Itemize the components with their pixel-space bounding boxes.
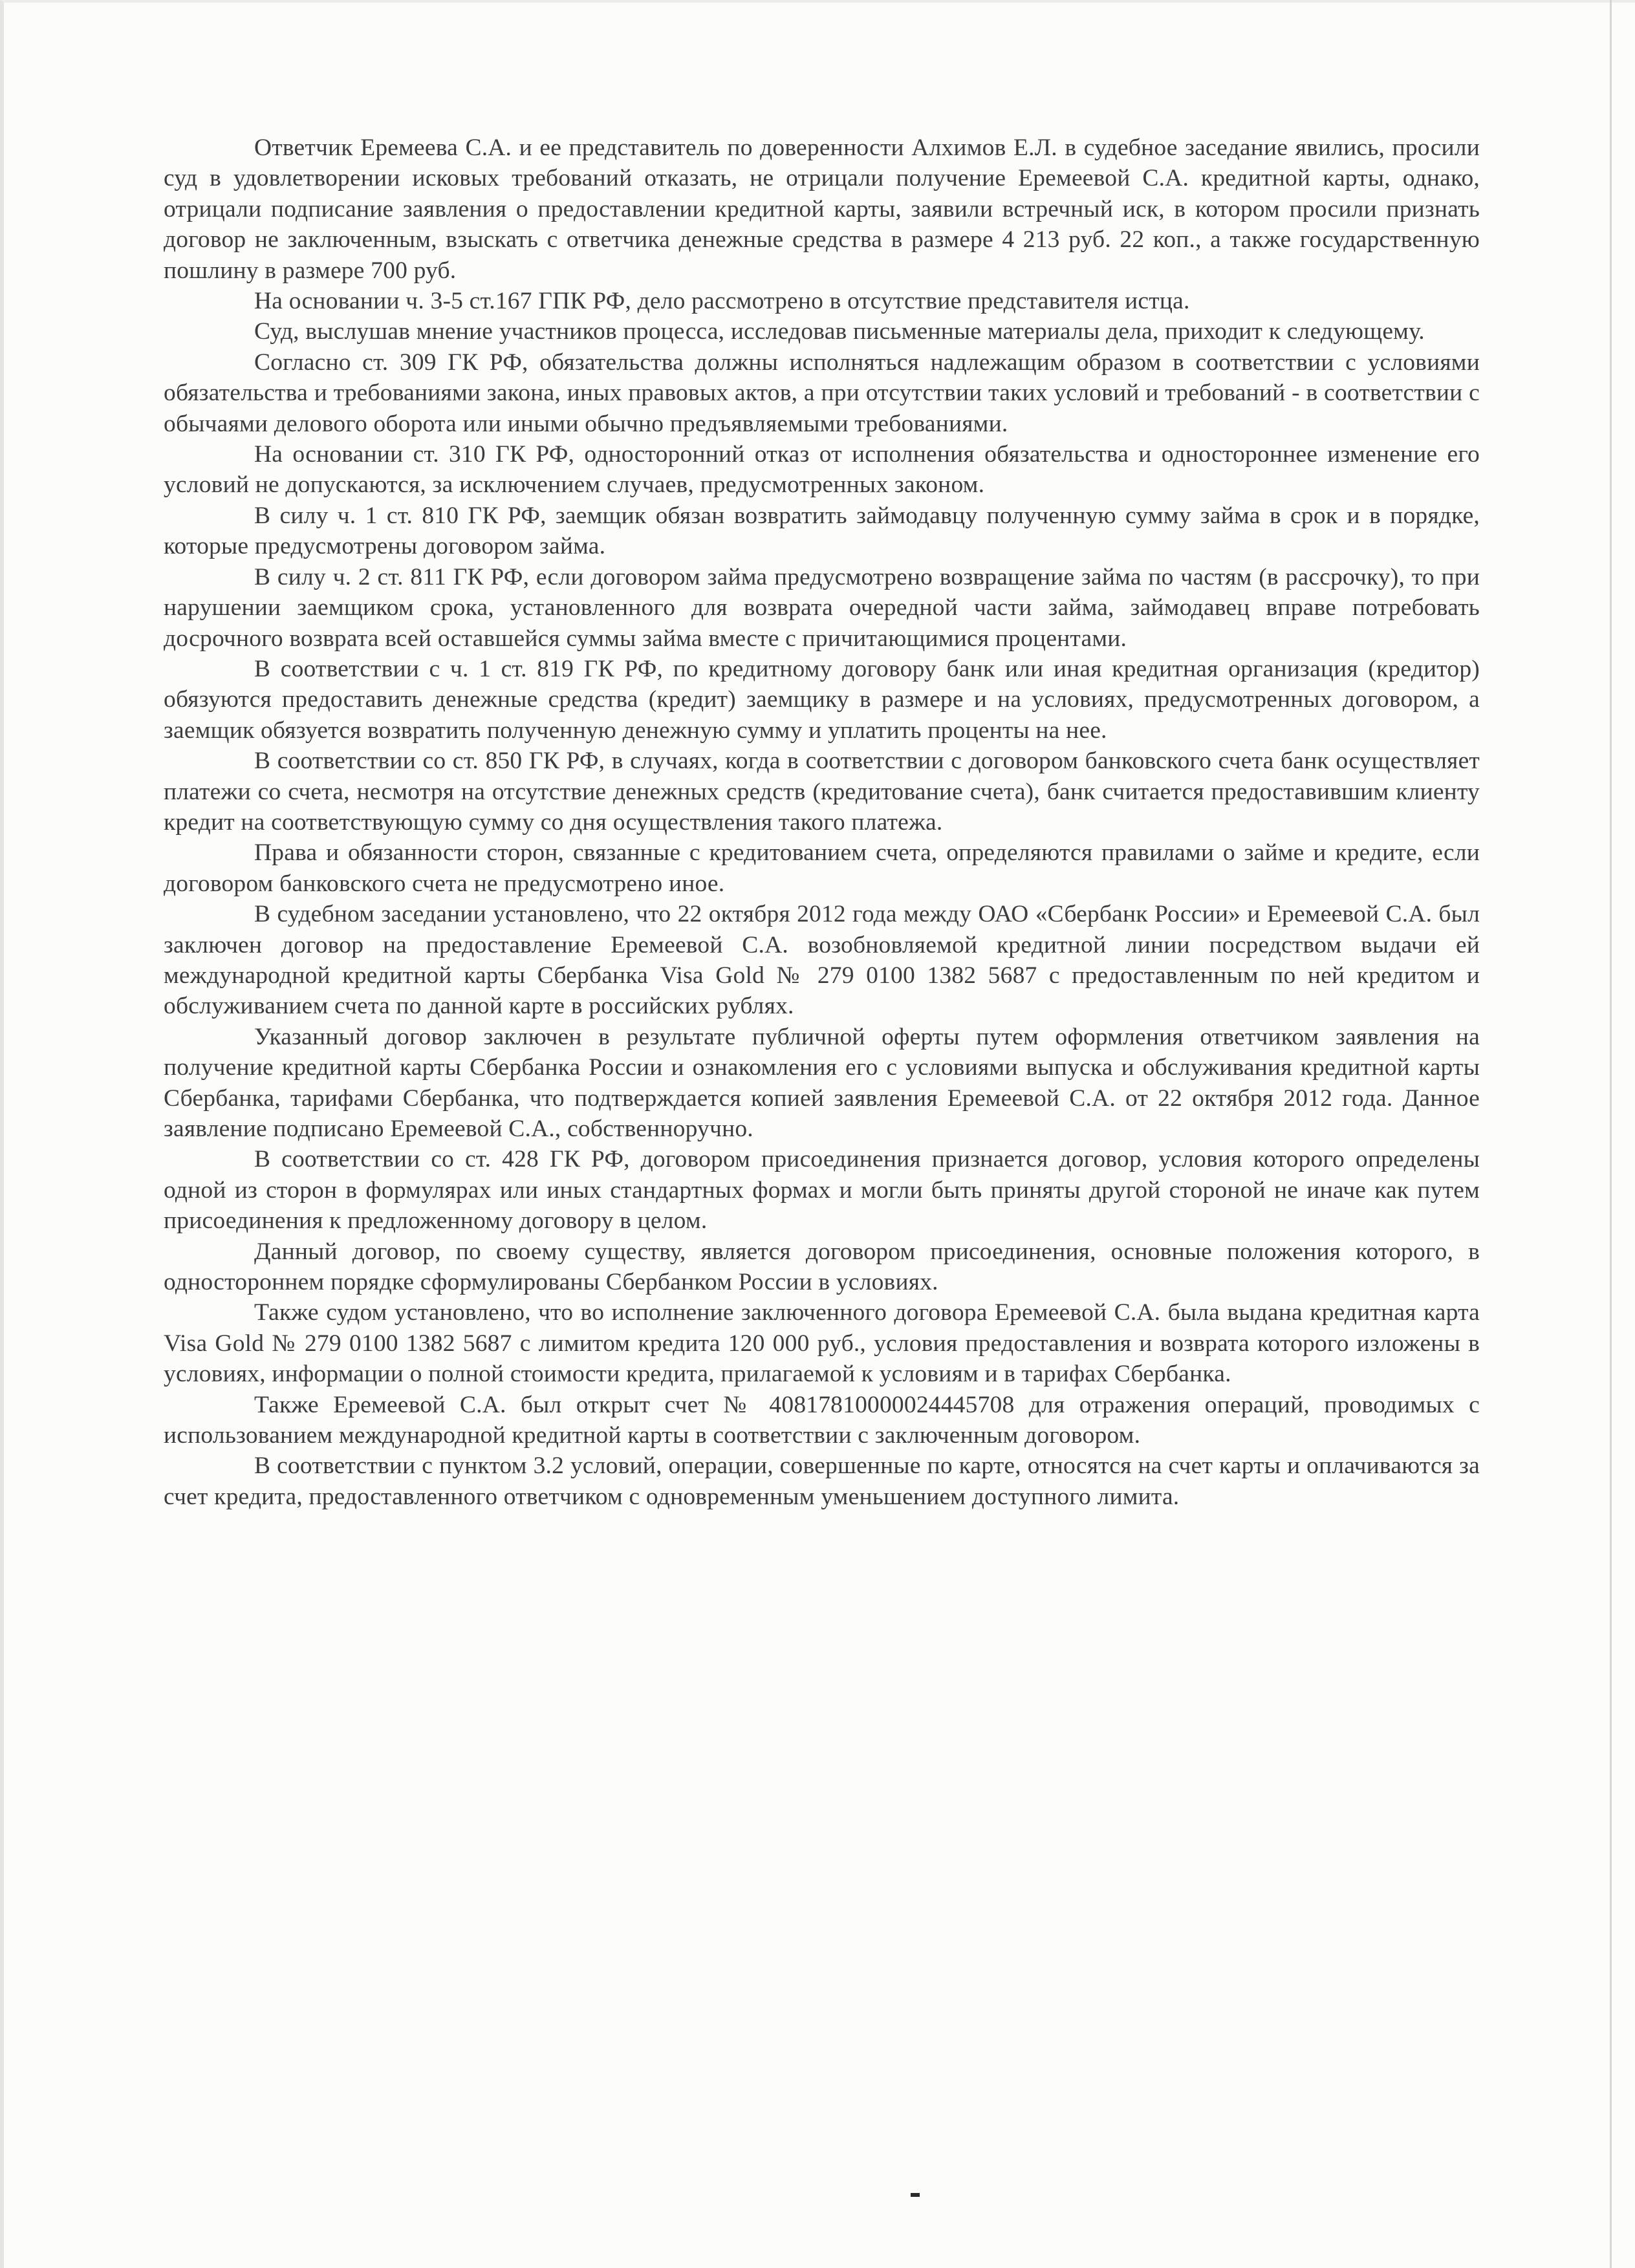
- paragraph-article-428: В соответствии со ст. 428 ГК РФ, договором присоединения признается договор, условия которого определены одной из сторон в формулярах или иных стандартных формах и могли быть приняты другой стороной не иначе как путем присоединения к предложенному договору в целом.: [164, 1146, 1480, 1235]
- paragraph-article-309: Согласно ст. 309 ГК РФ, обязательства должны исполняться надлежащим образом в соответствии с условиями обязательства и требованиями закона, иных правовых актов, а при отсутствии таких условий и требований - в соответствии с обычаями делового оборота или иными обычно предъявляемыми требованиями.: [164, 349, 1480, 437]
- paragraph-clause-3-2: В соответствии с пунктом 3.2 условий, операции, совершенные по карте, относятся на счет карты и оплачиваются за счет кредита, предоставленного ответчиком с одновременным уменьшением доступного лимита.: [164, 1453, 1480, 1510]
- paragraph-article-811: В силу ч. 2 ст. 811 ГК РФ, если договором займа предусмотрено возвращение займа по частям (в рассрочку), то при нарушении заемщиком срока, установленного для возврата очередной части займа, займодавец вправе потребовать досрочного возврата всей оставшейся суммы займа вместе с причитающимися процентами.: [164, 563, 1480, 652]
- paragraph-account-crediting: Права и обязанности сторон, связанные с кредитованием счета, определяются правилами о займе и кредите, если договором банковского счета не предусмотрено иное.: [164, 839, 1480, 897]
- paragraph-public-offer: Указанный договор заключен в результате публичной оферты путем оформления ответчиком заявления на получение кредитной карты Сбербанка России и ознакомления его с условиями выпуска и обслуживания кредитной карты Сбербанка, тарифами Сбербанка, что подтверждается копией заявления Еремеевой С.А. от 22 октября 2012 года. Данное заявление подписано Еремеевой С.А., собственноручно.: [164, 1023, 1480, 1142]
- paragraph-accession-contract: Данный договор, по своему существу, является договором присоединения, основные положения которого, в одностороннем порядке сформулированы Сбербанком России в условиях.: [164, 1238, 1480, 1296]
- paragraph-article-819: В соответствии с ч. 1 ст. 819 ГК РФ, по кредитному договору банк или иная кредитная организация (кредитор) обязуются предоставить денежные средства (кредит) заемщику в размере и на условиях, предусмотренных договором, а заемщик обязуется возвратить полученную денежную сумму и уплатить проценты на нее.: [164, 655, 1480, 744]
- paragraph-court-conclusion: Суд, выслушав мнение участников процесса, исследовав письменные материалы дела, приходит к следующему.: [254, 318, 1425, 345]
- page-number-mark: [911, 2193, 920, 2197]
- paragraph-article-810: В силу ч. 1 ст. 810 ГК РФ, заемщик обязан возвратить займодавцу полученную сумму займа в срок и в порядке, которые предусмотрены договором займа.: [164, 502, 1480, 560]
- paragraph-article-310: На основании ст. 310 ГК РФ, односторонний отказ от исполнения обязательства и одностороннее изменение его условий не допускаются, за исключением случаев, предусмотренных законом.: [164, 441, 1480, 499]
- paragraph-contract-established: В судебном заседании установлено, что 22 октября 2012 года между ОАО «Сбербанк России» и Еремеевой С.А. был заключен договор на предоставление Еремеевой С.А. возобновляемой кредитной линии посредством выдачи ей международной кредитной карты Сбербанка Visa Gold № 279 0100 1382 5687 с предоставленным по ней кредитом и обслуживанием счета по данной карте в российских рублях.: [164, 901, 1480, 1020]
- paragraph-card-issued: Также судом установлено, что во исполнение заключенного договора Еремеевой С.А. была выдана кредитная карта Visa Gold № 279 0100 1382 5687 с лимитом кредита 120 000 руб., условия предоставления и возврата которого изложены в условиях, информации о полной стоимости кредита, прилагаемой к условиям и в тарифах Сбербанка.: [164, 1299, 1480, 1388]
- paragraph-absence-of-plaintiff: На основании ч. 3-5 ст.167 ГПК РФ, дело рассмотрено в отсутствие представителя истца.: [254, 288, 1190, 315]
- paragraph-article-850: В соответствии со ст. 850 ГК РФ, в случаях, когда в соответствии с договором банковского счета банк осуществляет платежи со счета, несмотря на отсутствие денежных средств (кредитование счета), банк считается предоставившим клиенту кредит на соответствующую сумму со дня осуществления такого платежа.: [164, 748, 1480, 836]
- page-fold-line: [1610, 0, 1612, 2268]
- paragraph-defendant-position: Ответчик Еремеева С.А. и ее представитель по доверенности Алхимов Е.Л. в судебное заседание явились, просили суд в удовлетворении исковых требований отказать, не отрицали получение Еремеевой С.А. кредитной карты, однако, отрицали подписание заявления о предоставлении кредитной карты, заявили встречный иск, в котором просили признать договор не заключенным, взыскать с ответчика денежные средства в размере 4 213 руб. 22 коп., а также государственную пошлину в размере 700 руб.: [164, 135, 1480, 284]
- document-body: [164, 133, 1480, 1512]
- paragraph-account-opened: Также Еремеевой С.А. был открыт счет № 40817810000024445708 для отражения операций, проводимых с использованием международной кредитной карты в соответствии с заключенным договором.: [164, 1391, 1480, 1449]
